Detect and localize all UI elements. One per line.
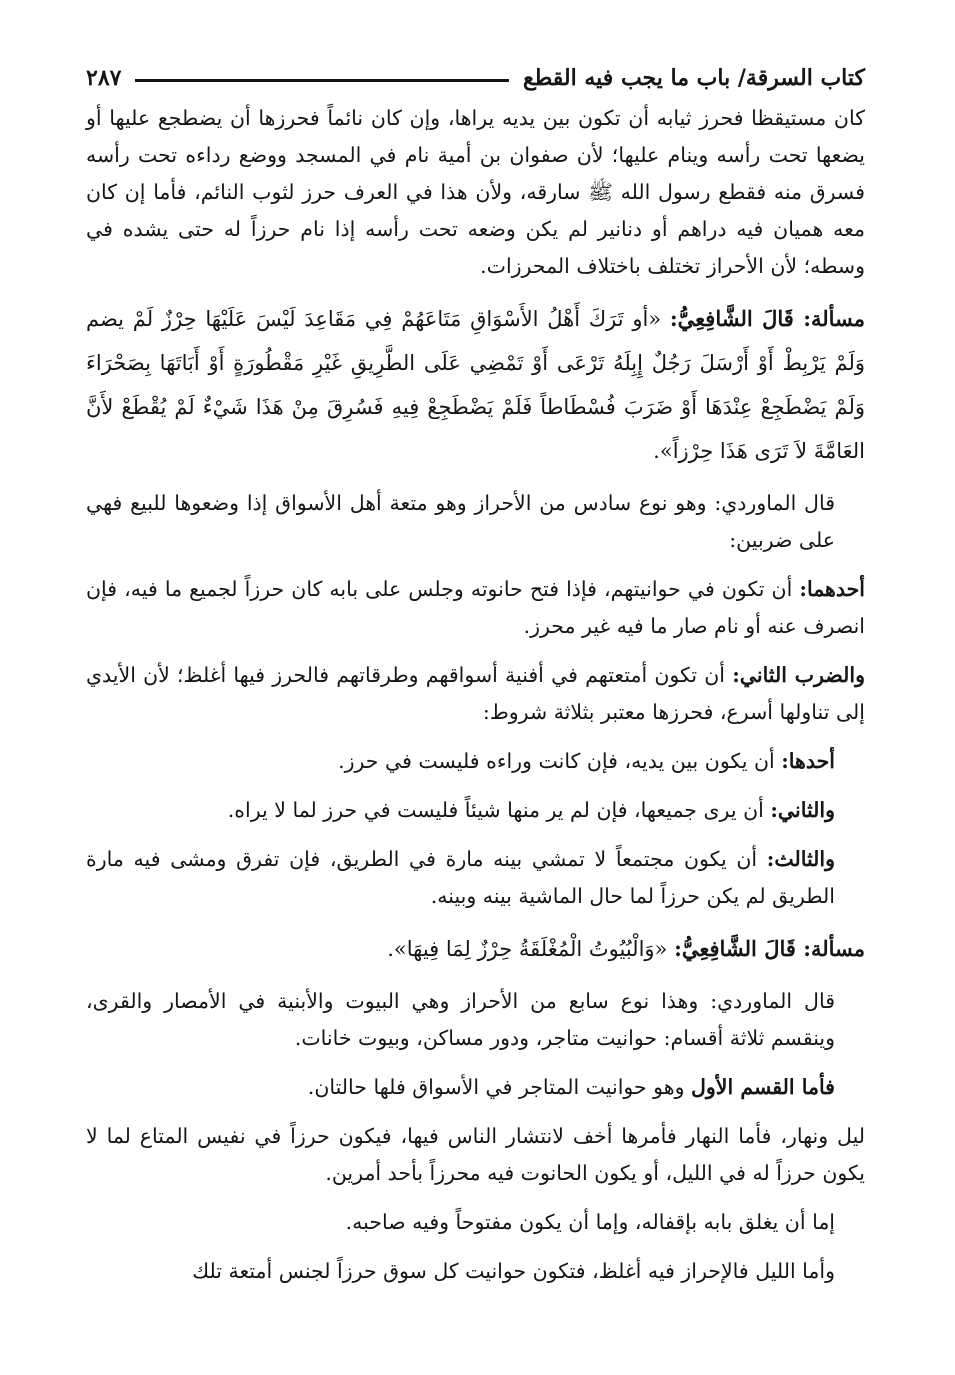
paragraph-text: قال الماوردي: وهو نوع سادس من الأحراز وهو متعة أهل الأسواق إذا وضعوها للبيع فهي على ضربين:	[86, 491, 835, 552]
paragraph-text: أن يكون بين يديه، فإن كانت وراءه فليست في حرز.	[338, 749, 775, 773]
paragraph	[86, 1253, 865, 1290]
paragraph-text: كان مستيقظا فحرز ثيابه أن تكون بين يديه يراها، وإن كان نائماً فحرزها أن يضطجع عليها أو يضعها تحت رأسه وينام عليها؛ لأن صفوان بن أمية نام في المسجد ووضع رداءه تحت رأسه فسرق منه فقطع رسول الله ﷺ سارقه، ولأن هذا في العرف حرز لثوب النائم، فأما إن كان معه هميان فيه دراهم أو دنانير لم يكن وضعه تحت رأسه إذا نام حرزاً له حتى يشده في وسطه؛ لأن الأحراز تختلف باختلاف المحرزات.	[86, 106, 865, 278]
paragraph-text: وأما الليل فالإحراز فيه أغلظ، فتكون حوانيت كل سوق حرزاً لجنس أمتعة تلك	[192, 1259, 835, 1283]
paragraph	[86, 100, 865, 285]
paragraph-text: وهو حوانيت المتاجر في الأسواق فلها حالتان.	[307, 1075, 685, 1099]
header-rule	[135, 79, 509, 82]
paragraph-text: أن يكون مجتمعاً لا تمشي بينه مارة في الطريق، فإن تفرق ومشى فيه مارة الطريق لم يكن حرزاً لما حال الماشية بينه وبينه.	[86, 847, 835, 908]
paragraph	[86, 1204, 865, 1241]
paragraph-lead: والضرب الثاني:	[732, 663, 865, 687]
running-header	[86, 58, 865, 98]
paragraph-lead: فأما القسم الأول	[691, 1075, 835, 1099]
paragraph-text: قال الماوردي: وهذا نوع سابع من الأحراز وهي البيوت والأبنية في الأمصار والقرى، وينقسم ثلاثة أقسام: حوانيت متاجر، ودور مساكن، وبيوت خانات.	[86, 989, 835, 1050]
paragraph-lead: مسألة: قَالَ الشَّافِعِيُّ:	[674, 936, 865, 961]
page-number: ٢٨٧	[86, 65, 122, 91]
paragraph	[86, 927, 865, 971]
paragraph-text: «وَالْبُيُوتُ الْمُغْلَقَةُ حِرْزٌ لِمَا فِيهَا».	[387, 937, 668, 961]
paragraph	[86, 743, 865, 780]
paragraph	[86, 1069, 865, 1106]
paragraph	[86, 841, 865, 915]
paragraph	[86, 571, 865, 645]
header-title: كتاب السرقة/ باب ما يجب فيه القطع	[522, 65, 865, 91]
paragraph	[86, 983, 865, 1057]
paragraph-lead: والثالث:	[766, 847, 835, 871]
paragraph	[86, 297, 865, 473]
page-body	[86, 100, 865, 1290]
paragraph	[86, 657, 865, 731]
paragraph-lead: مسألة: قَالَ الشَّافِعِيُّ:	[669, 306, 865, 331]
paragraph-lead: أحدها:	[781, 749, 835, 773]
paragraph-text: «أو تَرَكَ أَهْلُ الأَسْوَاقِ مَتَاعَهُمْ فِي مَقَاعِدَ لَيْسَ عَلَيْهَا حِرْزٌ لَمْ يضم وَلَمْ يَرْبِطْ أَوْ أَرْسَلَ رَجُلٌ إِبِلَهُ تَرْعَى أَوْ تَمْضِي عَلَى الطَّرِيقِ غَيْرِ مَقْطُورَةٍ أَوْ أَبَاتَهَا بِصَحْرَاءَ وَلَمْ يَضْطَجِعْ عِنْدَهَا أَوْ ضَرَبَ فُسْطَاطاً فَلَمْ يَضْطَجِعْ فِيهِ فَسُرِقَ مِنْ هَذَا شَيْءٌ لَمْ يُقْطَعْ لأَنَّ العَامَّةَ لاَ تَرَى هَذَا حِرْزاً».	[86, 307, 865, 463]
paragraph-text: أن تكون أمتعتهم في أفنية أسواقهم وطرقاتهم فالحرز فيها أغلظ؛ لأن الأيدي إلى تناولها أسرع، فحرزها معتبر بثلاثة شروط:	[86, 663, 865, 724]
paragraph	[86, 485, 865, 559]
paragraph-lead: أحدهما:	[799, 577, 865, 601]
paragraph-text: أن يرى جميعها، فإن لم ير منها شيئاً فليست في حرز لما لا يراه.	[227, 798, 764, 822]
paragraph-lead: والثاني:	[770, 798, 835, 822]
paragraph-text: إما أن يغلق بابه بإقفاله، وإما أن يكون مفتوحاً وفيه صاحبه.	[345, 1210, 835, 1234]
paragraph-text: أن تكون في حوانيتهم، فإذا فتح حانوته وجلس على بابه كان حرزاً لجميع ما فيه، فإن انصرف عنه أو نام صار ما فيه غير محرز.	[86, 577, 865, 638]
paragraph-text: ليل ونهار، فأما النهار فأمرها أخف لانتشار الناس فيها، فيكون حرزاً في نفيس المتاع لما لا يكون حرزاً له في الليل، أو يكون الحانوت فيه محرزاً بأحد أمرين.	[86, 1124, 865, 1185]
paragraph	[86, 1118, 865, 1192]
paragraph	[86, 792, 865, 829]
